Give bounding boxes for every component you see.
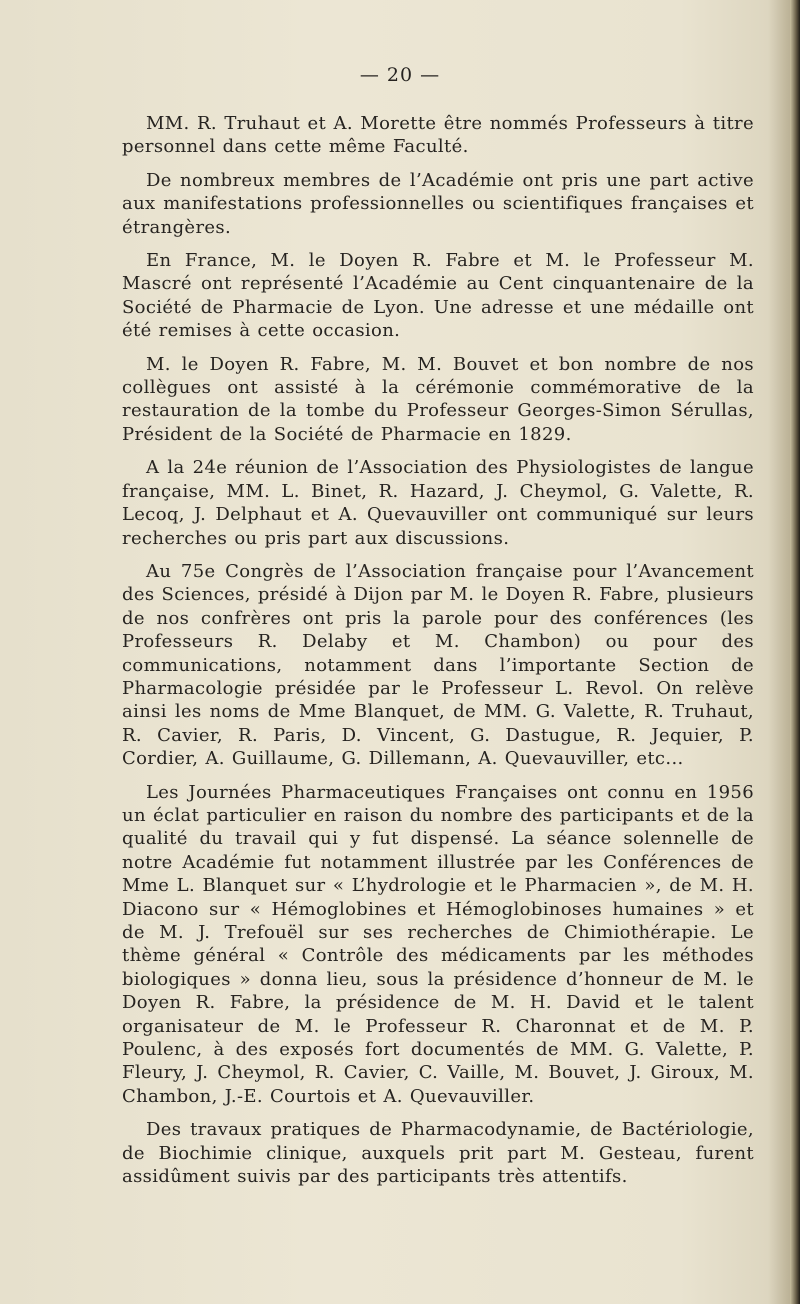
paragraph-3: En France, M. le Doyen R. Fabre et M. le Professeur M. Mascré ont représenté l’Académie au Cent cinquantenaire de la Société de Pharmacie de Lyon. Une adresse et une médaille ont été remises à cette occasion. bbox=[122, 250, 754, 342]
book-spine-shadow bbox=[790, 0, 800, 1304]
paragraph-4: M. le Doyen R. Fabre, M. M. Bouvet et bon nombre de nos collègues ont assisté à la cérémonie commémorative de la restauration de la tombe du Professeur Georges-Simon Sérullas, Président de la Société de Pharmacie en 1829. bbox=[122, 353, 754, 445]
paragraph-8: Des travaux pratiques de Pharmacodynamie, de Bactériologie, de Biochimie clinique, auxquels prit part M. Gesteau, furent assidûment suivis par des participants très attentifs. bbox=[122, 1119, 754, 1188]
text-body bbox=[122, 112, 754, 1198]
paragraph-6: Au 75e Congrès de l’Association française pour l’Avancement des Sciences, présidé à Dijon par M. le Doyen R. Fabre, plusieurs de nos confrères ont pris la parole pour des conférences (les Professeurs R. Delaby et M. Chambon) ou pour des communications, notamment dans l’importante Section de Pharmacologie présidée par le Professeur L. Revol. On relève ainsi les noms de Mme Blanquet, de MM. G. Valette, R. Truhaut, R. Cavier, R. Paris, D. Vincent, G. Dastugue, R. Jequier, P. Cordier, A. Guillaume, G. Dillemann, A. Quevauviller, etc... bbox=[122, 560, 754, 770]
paragraph-7: Les Journées Pharmaceutiques Françaises ont connu en 1956 un éclat particulier en raison du nombre des participants et de la qualité du travail qui y fut dispensé. La séance solennelle de notre Académie fut notamment illustrée par les Conférences de Mme L. Blanquet sur « L’hydrologie et le Pharmacien », de M. H. Diacono sur « Hémoglobines et Hémoglobinoses humaines » et de M. J. Trefouël sur ses recherches de Chimiothérapie. Le thème général « Contrôle des médicaments par les méthodes biologiques » donna lieu, sous la présidence d’honneur de M. le Doyen R. Fabre, la présidence de M. H. David et le talent organisateur de M. le Professeur R. Charonnat et de M. P. Poulenc, à des exposés fort documentés de MM. G. Valette, P. Fleury, J. Cheymol, R. Cavier, C. Vaille, M. Bouvet, J. Giroux, M. Chambon, J.-E. Courtois et A. Quevauviller. bbox=[122, 781, 754, 1107]
paragraph-1: MM. R. Truhaut et A. Morette être nommés Professeurs à titre personnel dans cette même Faculté. bbox=[122, 113, 754, 158]
page-number: — 20 — bbox=[359, 64, 441, 86]
paragraph-5: A la 24e réunion de l’Association des Physiologistes de langue française, MM. L. Binet, R. Hazard, J. Cheymol, G. Valette, R. Lecoq, J. Delphaut et A. Quevauviller ont communiqué sur leurs recherches ou pris part aux discussions. bbox=[122, 457, 754, 549]
paragraph-2: De nombreux membres de l’Académie ont pris une part active aux manifestations professionnelles ou scientifiques françaises et étrangères. bbox=[122, 169, 754, 238]
